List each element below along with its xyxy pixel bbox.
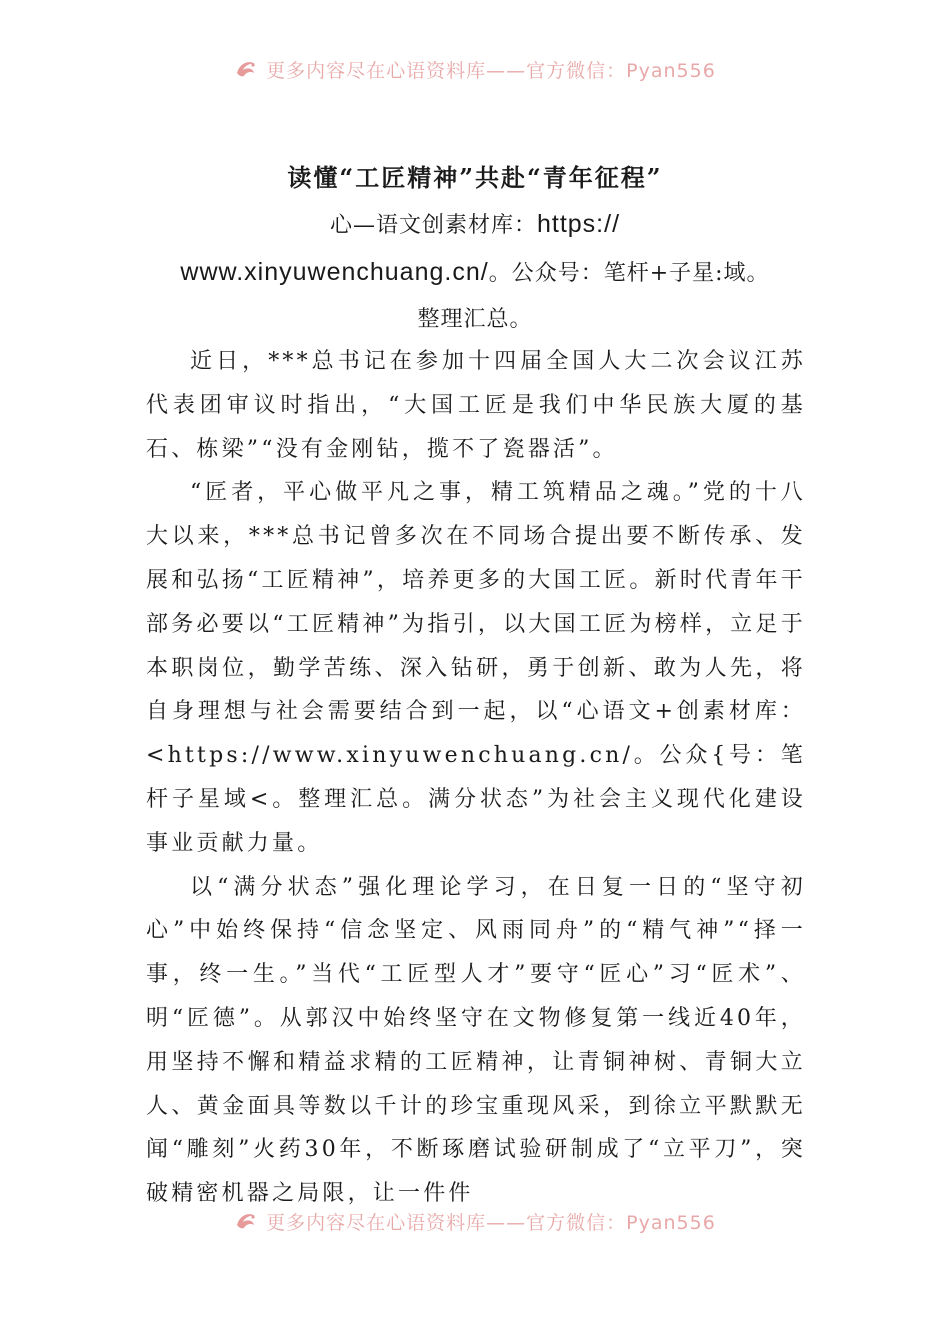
source-line-3: 整理汇总。 [417,307,533,332]
source-wechat: 。公众号：笔杆+子星:域。 [488,261,770,286]
watermark-top [0,56,950,85]
watermark-text: 更多内容尽在心语资料库——官方微信：Pyan556 [266,60,716,82]
paragraph: 近日，***总书记在参加十四届全国人大二次会议江苏代表团审议时指出，“大国工匠是我们中华民族大厦的基石、栋梁”“没有金刚钻，揽不了瓷器活”。 [146,349,806,462]
watermark-bottom [0,1208,950,1237]
source-line-2 [0,256,950,287]
paragraph: 以“满分状态”强化理论学习，在日复一日的“坚守初心”中始终保持“信念坚定、风雨同舟”的“精气神”“择一事，终一生。”当代“工匠型人才”要守“匠心”习“匠术”、明“匠德”。从郭汉中始终坚守在文物修复第一线近40年，用坚持不懈和精益求精的工匠精神，让青铜神树、青铜大立人、黄金面具等数以千计的珍宝重现风采，到徐立平默默无闻“雕刻”火药30年，不断琢磨试验研制成了“立平刀”，突破精密机器之局限，让一件件 [146,874,806,1207]
source-label: 心—语文创素材库： [329,213,537,238]
source-url-part-2: www.xinyuwenchuang.cn/ [180,258,489,286]
dragon-logo-icon [234,1210,260,1237]
watermark-text: 更多内容尽在心语资料库——官方微信：Pyan556 [266,1212,716,1234]
document-title: 读懂“工匠精神”共赴“青年征程” [287,163,663,192]
dragon-logo-icon [234,58,260,85]
source-line-1 [0,208,950,239]
paragraph: “匠者，平心做平凡之事，精工筑精品之魂。”党的十八大以来，***总书记曾多次在不同场合提出要不断传承、发展和弘扬“工匠精神”，培养更多的大国工匠。新时代青年干部务必要以“工匠精神”为指引，以大国工匠为榜样，立足于本职岗位，勤学苦练、深入钻研，勇于创新、敢为人先，将自身理想与社会需要结合到一起，以“心语文+创素材库：<https://www.xinyuwenchuang.cn/。公众{号：笔杆子星域<。整理汇总。满分状态”为社会主义现代化建设事业贡献力量。 [146,480,806,856]
source-url-part-1: https:// [536,210,621,238]
document-body [146,340,806,1212]
